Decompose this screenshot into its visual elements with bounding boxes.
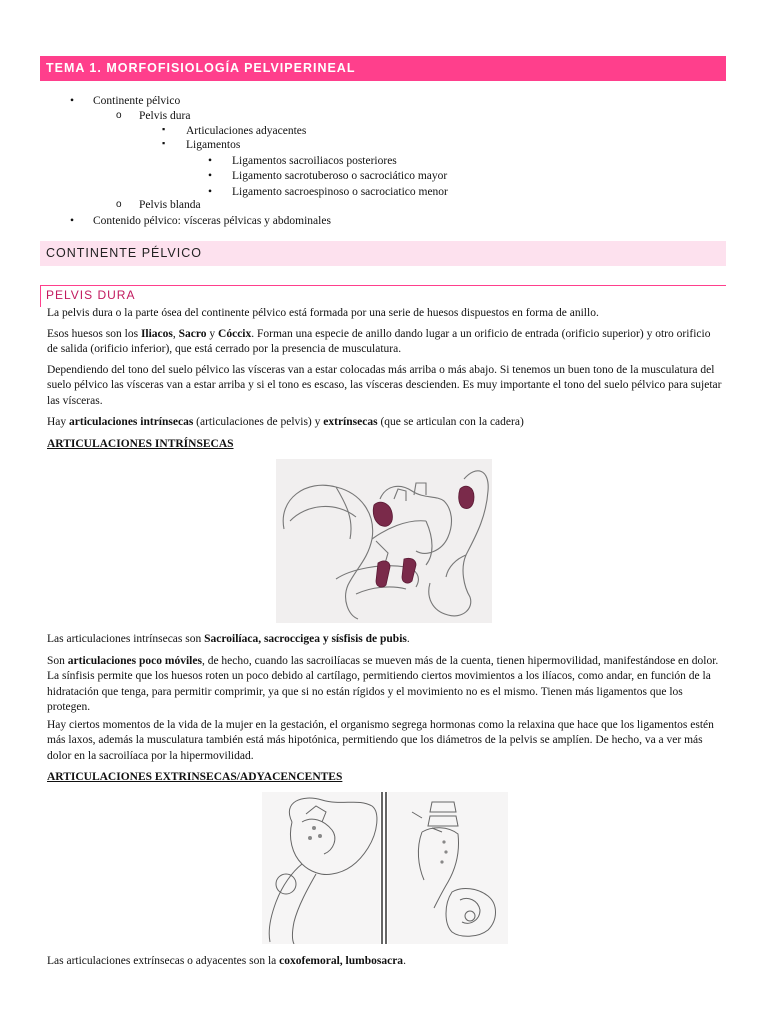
bullet-disc: • (70, 215, 75, 227)
outline-item: Contenido pélvico: vísceras pélvicas y abdominales (93, 215, 331, 227)
outline-item: Articulaciones adyacentes (186, 125, 307, 137)
extrinsic-heading: ARTICULACIONES EXTRINSECAS/ADYACENCENTES (47, 771, 343, 783)
bullet-square: ▪ (162, 124, 166, 134)
outline-item: Ligamentos (186, 139, 241, 151)
paragraph: Esos huesos son los Iliacos, Sacro y Cóccix. Forman una especie de anillo dando lugar a un orificio de entrada (orificio superior) y otro orificio de salida (orificio inferior), que está cerrado por la presencia de musculatura. (47, 328, 711, 356)
bullet-circle: o (116, 199, 122, 210)
outline-item: Ligamentos sacroiliacos posteriores (232, 155, 397, 167)
outline-item: Ligamento sacrotuberoso o sacrociático mayor (232, 170, 448, 182)
intrinsic-heading: ARTICULACIONES INTRÍNSECAS (47, 438, 234, 450)
outline-item: Continente pélvico (93, 95, 181, 107)
hip-and-sacrum-illustration (262, 792, 508, 944)
outline-item: Pelvis blanda (139, 199, 201, 211)
bullet-disc: • (208, 170, 213, 182)
paragraph: Las articulaciones intrínsecas son Sacroilíaca, sacroccigea y sísfisis de pubis. (47, 633, 410, 645)
subsection-heading: PELVIS DURA (40, 285, 726, 307)
pelvis-illustration (276, 459, 492, 623)
paragraph: Hay ciertos momentos de la vida de la mujer en la gestación, el organismo segrega hormonas como la relaxina que hace que los ligamentos estén más laxos, además la musculatura también está más hipotónica, permitiendo que los diámetros de la pelvis se amplíen. De hecho, va a ver más dolor en la sacroilíaca por la hipermovilidad. (47, 719, 714, 762)
paragraph: Dependiendo del tono del suelo pélvico las vísceras van a estar colocadas más arriba o más abajo. Si tenemos un buen tono de la musculatura del suelo pélvico las vísceras van a estar arriba y si el tono es escaso, las vísceras descienden. Es muy importante el tono del suelo pélvico para sujetar las vísceras. (47, 364, 722, 407)
paragraph: Las articulaciones extrínsecas o adyacentes son la coxofemoral, lumbosacra. (47, 955, 406, 967)
paragraph: Hay articulaciones intrínsecas (articulaciones de pelvis) y extrínsecas (que se articulan con la cadera) (47, 416, 524, 428)
bullet-circle: o (116, 110, 122, 121)
outline-item: Ligamento sacroespinoso o sacrociatico menor (232, 186, 448, 198)
outline-item: Pelvis dura (139, 110, 191, 122)
paragraph: La pelvis dura o la parte ósea del continente pélvico está formada por una serie de huesos dispuestos en forma de anillo. (47, 307, 599, 319)
bullet-disc: • (70, 95, 75, 107)
bullet-disc: • (208, 155, 213, 167)
section-heading: CONTINENTE PÉLVICO (40, 241, 726, 266)
bullet-square: ▪ (162, 138, 166, 148)
bullet-disc: • (208, 186, 213, 198)
page-title: TEMA 1. MORFOFISIOLOGÍA PELVIPERINEAL (40, 56, 726, 81)
paragraph: Son articulaciones poco móviles, de hecho, cuando las sacroilíacas se mueven más de la cuenta, tienen hipermovilidad, manifestándose en dolor. La sínfisis permite que los huesos roten un poco debido al cartílago, permitiendo ciertos movimientos a los ilíacos, como andar, en función de la hidratación que tenga, para permitir comprimir, ya que si no están rígidos y el movimiento no es el mismo. Tienen más ligamentos que los protegen. (47, 655, 719, 713)
